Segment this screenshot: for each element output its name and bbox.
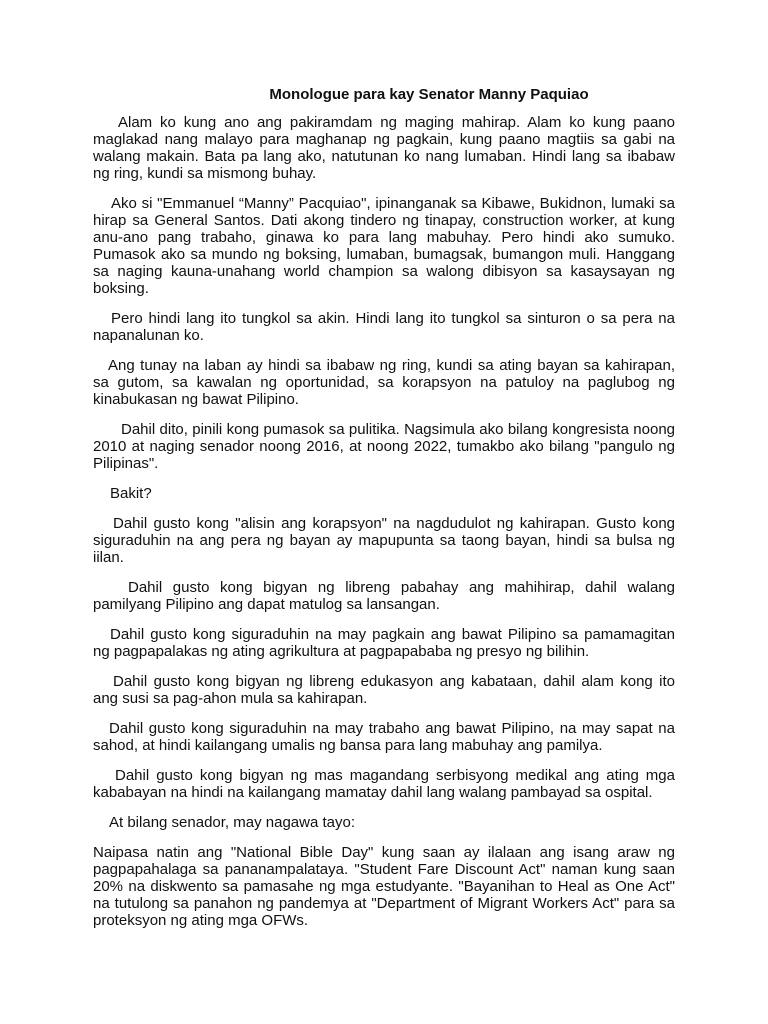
paragraph: Pero hindi lang ito tungkol sa akin. Hindi lang ito tungkol sa sinturon o sa pera na napanalunan ko. [93,310,675,344]
document-page [93,86,675,942]
paragraph: Naipasa natin ang "National Bible Day" kung saan ay ilalaan ang isang araw ng pagpapahalaga sa pananampalataya. "Student Fare Discount Act" naman kung saan 20% na diskwento sa pamasahe ng mga estudyante. "Bayanihan to Heal as One Act" na tutulong sa panahon ng pandemya at "Department of Migrant Workers Act" para sa proteksyon ng ating mga OFWs. [93,844,675,929]
paragraph: Dahil gusto kong "alisin ang korapsyon" na nagdudulot ng kahirapan. Gusto kong siguraduhin na ang pera ng bayan ay mapupunta sa taong bayan, hindi sa bulsa ng iilan. [93,515,675,566]
paragraph: At bilang senador, may nagawa tayo: [109,814,355,831]
paragraph: Dahil gusto kong bigyan ng libreng edukasyon ang kabataan, dahil alam kong ito ang susi sa pag-ahon mula sa kahirapan. [93,673,675,707]
paragraph: Alam ko kung ano ang pakiramdam ng maging mahirap. Alam ko kung paano maglakad nang malayo para maghanap ng pagkain, kung paano magtiis sa gabi na walang makain. Bata pa lang ako, natutunan ko nang lumaban. Hindi lang sa ibabaw ng ring, kundi sa mismong buhay. [93,114,675,182]
paragraph: Dahil dito, pinili kong pumasok sa pulitika. Nagsimula ako bilang kongresista noong 2010 at naging senador noong 2016, at noong 2022, tumakbo ako bilang "pangulo ng Pilipinas". [93,421,675,472]
paragraph: Ako si "Emmanuel “Manny” Pacquiao", ipinanganak sa Kibawe, Bukidnon, lumaki sa hirap sa General Santos. Dati akong tindero ng tinapay, construction worker, at kung anu-ano pang trabaho, ginawa ko para lang mabuhay. Pero hindi ako sumuko. Pumasok ako sa mundo ng boksing, lumaban, bumagsak, bumangon muli. Hanggang sa naging kauna-unahang world champion sa walong dibisyon sa kasaysayan ng boksing. [93,195,675,297]
paragraph: Dahil gusto kong siguraduhin na may trabaho ang bawat Pilipino, na may sapat na sahod, at hindi kailangang umalis ng bansa para lang mabuhay ang pamilya. [93,720,675,754]
paragraph: Ang tunay na laban ay hindi sa ibabaw ng ring, kundi sa ating bayan sa kahirapan, sa gutom, sa kawalan ng oportunidad, sa korapsyon na patuloy na paglubog ng kinabukasan ng bawat Pilipino. [93,357,675,408]
document-title: Monologue para kay Senator Manny Paquiao [269,86,589,103]
paragraph: Dahil gusto kong siguraduhin na may pagkain ang bawat Pilipino sa pamamagitan ng pagpapalakas ng ating agrikultura at pagpapababa ng presyo ng bilihin. [93,626,675,660]
paragraph: Dahil gusto kong bigyan ng mas magandang serbisyong medikal ang ating mga kababayan na hindi na kailangang mamatay dahil lang walang pambayad sa ospital. [93,767,675,801]
paragraph: Dahil gusto kong bigyan ng libreng pabahay ang mahihirap, dahil walang pamilyang Pilipino ang dapat matulog sa lansangan. [93,579,675,613]
paragraph: Bakit? [110,485,152,502]
